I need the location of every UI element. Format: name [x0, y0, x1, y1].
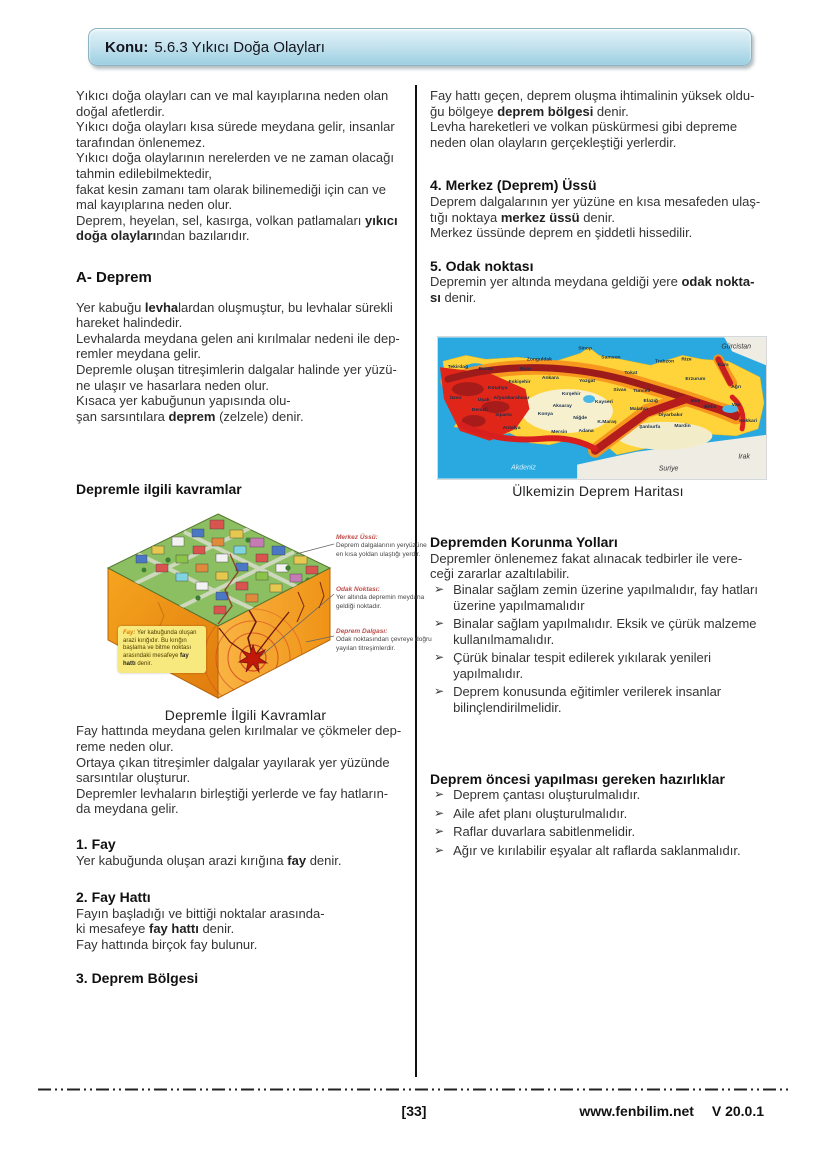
label-fay-box — [118, 626, 206, 673]
bullet-arrow-icon: ➢ — [434, 616, 445, 631]
list-item — [434, 684, 766, 715]
heading-a-deprem: A- Deprem — [76, 268, 152, 286]
heading-4-merkez-ussu: 4. Merkez (Deprem) Üssü — [430, 177, 597, 194]
label-deprem-dalgasi-title: Deprem Dalgası: — [336, 627, 388, 635]
paragraph-4-merkez-ussu — [430, 194, 766, 241]
map-city-label: Kayseri — [595, 399, 613, 405]
text-segment: Depremler levhaların birleştiği yerlerde ve fay hatların- — [76, 785, 389, 801]
map-region-label: Akdeniz — [511, 464, 536, 472]
label-odak-noktasi-body: Yer altında depremin meydana geldiği noktadır. — [336, 594, 425, 610]
map-city-label: K.Maraş — [597, 419, 617, 425]
label-merkez-ussu — [336, 534, 432, 559]
text-segment: remler meydana gelir. — [76, 346, 201, 362]
korunma-bullet-list — [430, 582, 766, 716]
bullet-text: Binalar sağlam zemin üzerine yapılmalıdır, fay hatları üzerine yapılmamalıdır — [453, 581, 758, 613]
text-segment: Yıkıcı doğa olayları can ve mal kayıplarına neden olan — [76, 88, 389, 103]
text-segment: (zelzele) denir. — [215, 408, 304, 424]
map-city-label: Aksaray — [552, 403, 572, 409]
text-segment: tığı noktaya — [430, 209, 501, 225]
footer-site — [579, 1103, 764, 1119]
text-segment: Merkez üssünde deprem en şiddetli hissedilir. — [430, 225, 693, 241]
map-city-label: Erzurum — [685, 376, 706, 382]
text-segment: sı — [430, 289, 441, 305]
text-segment: merkez üssü — [500, 209, 580, 225]
text-segment: reme neden olur. — [76, 739, 174, 755]
map-city-label: Van — [731, 402, 741, 408]
map-city-label: Malatya — [629, 406, 648, 412]
map-city-label: Şanlıurfa — [639, 424, 661, 430]
map-city-label: Bursa — [478, 366, 493, 372]
paragraph-korunma-intro — [430, 551, 766, 582]
paragraph-1-fay — [76, 853, 415, 869]
footer — [0, 1103, 828, 1123]
paragraph-plates — [76, 300, 415, 425]
earthquake-concepts-figure — [98, 510, 433, 702]
bullet-text: Deprem konusunda eğitimler verilerek insanlar bilinçlendirilmelidir. — [453, 684, 722, 716]
text-segment: Yıkıcı doğa olaylarının nerelerden ve ne zaman olacağı — [76, 150, 394, 166]
topic-header-bar — [88, 28, 752, 66]
label-odak-noktasi — [336, 586, 432, 611]
text-segment: denir. — [306, 852, 342, 868]
footer-version: V 20.0.1 — [711, 1103, 764, 1119]
map-city-label: Adana — [578, 428, 594, 434]
bullet-text: Çürük binalar tespit edilerek yıkılarak yenileri yapılmalıdır. — [453, 650, 712, 681]
text-segment: Kısaca yer kabuğunun yapısında olu- — [76, 393, 291, 409]
turkey-earthquake-map-figure — [437, 336, 765, 480]
map-city-label: Sinop — [578, 345, 592, 351]
map-city-label: Konya — [537, 411, 553, 417]
map-city-label: Ağrı — [731, 384, 742, 390]
map-caption: Ülkemizin Deprem Haritası — [512, 482, 684, 499]
topic-label: Konu: — [105, 38, 149, 56]
bullet-arrow-icon: ➢ — [434, 684, 445, 699]
map-city-label: Eskişehir — [508, 379, 531, 385]
heading-5-odak-noktasi: 5. Odak noktası — [430, 257, 534, 274]
bullet-arrow-icon: ➢ — [434, 650, 445, 665]
bullet-text: Deprem çantası oluşturulmalıdır. — [453, 787, 641, 803]
map-city-label: Samsun — [601, 354, 621, 360]
text-segment: Ortaya çıkan titreşimler dalgalar yayılarak yer yüzünde — [76, 754, 390, 770]
text-segment: Deprem dalgalarının yer yüzüne en kısa mesafeden ulaş- — [430, 193, 761, 209]
page-number: [33] — [401, 1103, 427, 1119]
bullet-arrow-icon: ➢ — [434, 787, 445, 802]
text-segment: neden olan olayların gerçekleştiği yerlerdir. — [430, 134, 677, 150]
bullet-text: Aile afet planı oluşturulmalıdır. — [453, 805, 628, 821]
text-segment: Yer kabuğunda oluşan arazi kırığına — [76, 852, 288, 868]
text-segment: denir. — [440, 289, 477, 305]
text-segment: şan sarsıntılara — [76, 408, 169, 424]
label-merkez-ussu-title: Merkez Üssü: — [336, 533, 378, 541]
text-segment: Levha hareketleri ve volkan püskürmesi gibi depreme — [430, 119, 738, 135]
bullet-arrow-icon: ➢ — [434, 843, 445, 858]
text-segment: Fay hattında birçok fay bulunur. — [76, 937, 258, 952]
map-city-label: Uşak — [477, 397, 490, 403]
map-city-label: İzmir — [450, 395, 462, 401]
label-deprem-dalgasi-body: Odak noktasından çevreye doğru yayılan titreşimlerdir. — [336, 636, 432, 652]
text-segment: tarafından önlenemez. — [76, 134, 206, 150]
map-city-label: Diyarbakır — [658, 412, 683, 418]
map-city-label: Trabzon — [655, 358, 675, 364]
heading-2-fay-hatti: 2. Fay Hattı — [76, 889, 151, 906]
heading-1-fay: 1. Fay — [76, 836, 116, 853]
list-item — [434, 843, 766, 859]
text-segment: fay hattı — [148, 921, 199, 937]
text-segment: fay — [287, 852, 307, 868]
map-region-label: Gürcistan — [721, 342, 752, 350]
map-city-label: Niğde — [573, 415, 588, 421]
map-city-label: Yozgat — [579, 378, 596, 384]
map-region-label: Suriye — [658, 465, 679, 473]
footer-site-url: www.fenbilim.net — [579, 1103, 694, 1119]
list-item — [434, 616, 766, 647]
label-deprem-dalgasi — [336, 628, 432, 653]
list-item — [434, 582, 766, 613]
text-segment: ne ulaşır ve hasarlara neden olur. — [76, 377, 269, 393]
turkey-earthquake-map — [437, 336, 767, 480]
list-item — [434, 824, 766, 840]
text-segment: denir. — [135, 661, 153, 668]
text-segment: da meydana gelir. — [76, 801, 179, 817]
right-column — [430, 88, 766, 862]
map-city-label: Tunceli — [633, 388, 651, 394]
text-segment: Depremler önlenemez fakat alınacak tedbirler ile vere- — [430, 550, 743, 566]
paragraph-fault-effects — [76, 723, 415, 817]
text-segment: deprem — [168, 408, 216, 424]
map-city-label: Tokat — [624, 370, 638, 376]
map-city-label: Isparta — [495, 412, 512, 418]
text-segment: hareket halindedir. — [76, 315, 183, 331]
heading-kavramlar: Depremle ilgili kavramlar — [76, 481, 242, 498]
map-city-label: Bolu — [519, 366, 531, 372]
map-city-label: Mersin — [551, 429, 568, 435]
text-segment: ki mesafeye — [76, 921, 149, 937]
text-segment: denir. — [198, 921, 235, 937]
map-city-label: Mardin — [674, 423, 691, 429]
paragraph-deprem-bolgesi — [430, 88, 766, 150]
text-segment: Yer kabuğunda oluşan arazi kırığıdır. Bu kırığın başlama ve bitme noktası arasındaki mesafeye — [123, 629, 197, 660]
text-segment: Yer kabuğu — [76, 299, 145, 315]
list-item — [434, 806, 766, 822]
map-city-label: Bitlis — [704, 404, 717, 410]
hazirlik-bullet-list — [430, 787, 766, 858]
topic-title: 5.6.3 Yıkıcı Doğa Olayları — [154, 38, 325, 56]
bullet-arrow-icon: ➢ — [434, 824, 445, 839]
text-segment: Fay hattı geçen, deprem oluşma ihtimalinin yüksek oldu- — [430, 88, 755, 103]
text-segment: Fayın başladığı ve bittiği noktalar arasında- — [76, 905, 325, 921]
list-item — [434, 650, 766, 681]
text-segment: odak nokta- — [681, 274, 755, 290]
text-segment: ndan bazılarıdır. — [156, 228, 250, 244]
map-city-label: Kırşehir — [561, 391, 581, 397]
map-city-label: Elazığ — [643, 398, 658, 404]
map-region-label: Irak — [738, 453, 750, 461]
heading-3-deprem-bolgesi: 3. Deprem Bölgesi — [76, 969, 199, 986]
text-segment: Yıkıcı doğa olayları kısa sürede meydana gelir, insanlar — [76, 119, 395, 135]
list-item — [434, 787, 766, 803]
bullet-text: Raflar duvarlara sabitlenmelidir. — [453, 824, 636, 840]
text-segment: Levhalarda meydana gelen ani kırılmalar nedeni ile dep- — [76, 330, 400, 346]
intro-paragraph — [76, 88, 415, 244]
map-city-label: Sivas — [613, 387, 627, 393]
text-segment: lardan oluşmuştur, bu levhalar sürekli — [178, 299, 393, 315]
text-segment: ceği zararlar azaltılabilir. — [430, 566, 570, 582]
map-city-label: Kütahya — [487, 385, 508, 391]
heading-korunma-yollari: Depremden Korunma Yolları — [430, 534, 618, 551]
map-city-label: Rize — [681, 356, 692, 362]
text-segment: doğal afetlerdir. — [76, 103, 165, 119]
text-segment: Fay hattında meydana gelen kırılmalar ve çökmeler dep- — [76, 723, 402, 739]
text-segment: fay hattı — [123, 653, 189, 668]
text-segment: Depremin yer altında meydana geldiği yere — [430, 274, 682, 290]
text-segment: levha — [144, 299, 179, 315]
text-segment: Deprem, heyelan, sel, kasırga, volkan patlamaları — [76, 212, 366, 228]
text-segment: deprem bölgesi — [497, 103, 594, 119]
text-segment: Depremle oluşan titreşimlerin dalgalar halinde yer yüzü- — [76, 361, 397, 377]
text-segment: tahmin edilebilmektedir, — [76, 165, 212, 181]
map-city-label: Muş — [690, 398, 701, 404]
text-segment: sarsıntılar oluşturur. — [76, 770, 191, 786]
label-merkez-ussu-body: Deprem dalgalarının yeryüzüne en kısa yoldan ulaştığı yerdir. — [336, 542, 427, 558]
text-segment: doğa olayları — [76, 228, 157, 244]
text-segment: yıkıcı — [365, 212, 398, 228]
left-column — [76, 88, 432, 986]
map-city-label: Tekirdağ — [447, 364, 469, 370]
bullet-text: Binalar sağlam yapılmalıdır. Eksik ve çürük malzeme kullanılmamalıdır. — [453, 616, 757, 647]
paragraph-2-fay-hatti — [76, 906, 415, 953]
map-city-label: Ankara — [541, 375, 559, 381]
text-segment: denir. — [593, 103, 629, 119]
text-segment: mal kayıplarına neden olur. — [76, 197, 233, 213]
map-city-label: Hakkari — [739, 418, 758, 424]
bullet-arrow-icon: ➢ — [434, 581, 445, 596]
paragraph-5-odak-noktasi — [430, 274, 766, 305]
text-segment: ğu bölgeye — [430, 103, 498, 119]
map-city-label: Denizli — [471, 407, 488, 413]
footer-dash-line — [38, 1088, 790, 1091]
text-segment: denir. — [579, 209, 616, 225]
concepts-figure-caption: Depremle İlgili Kavramlar — [164, 706, 327, 723]
text-segment: Fay: — [123, 629, 138, 636]
text-segment: fakat kesin zamanı tam olarak bilinemediği için can ve — [76, 181, 386, 197]
bullet-text: Ağır ve kırılabilir eşyalar alt raflarda saklanmalıdır. — [453, 843, 741, 859]
heading-hazirlik: Deprem öncesi yapılması gereken hazırlıklar — [430, 770, 725, 787]
bullet-arrow-icon: ➢ — [434, 805, 445, 820]
map-city-label: Kars — [717, 362, 729, 368]
label-odak-noktasi-title: Odak Noktası: — [336, 585, 380, 593]
map-city-label: Zonguldak — [526, 356, 552, 362]
map-city-label: Afyonkarahisar — [493, 395, 530, 401]
map-city-label: Antalya — [502, 425, 521, 431]
